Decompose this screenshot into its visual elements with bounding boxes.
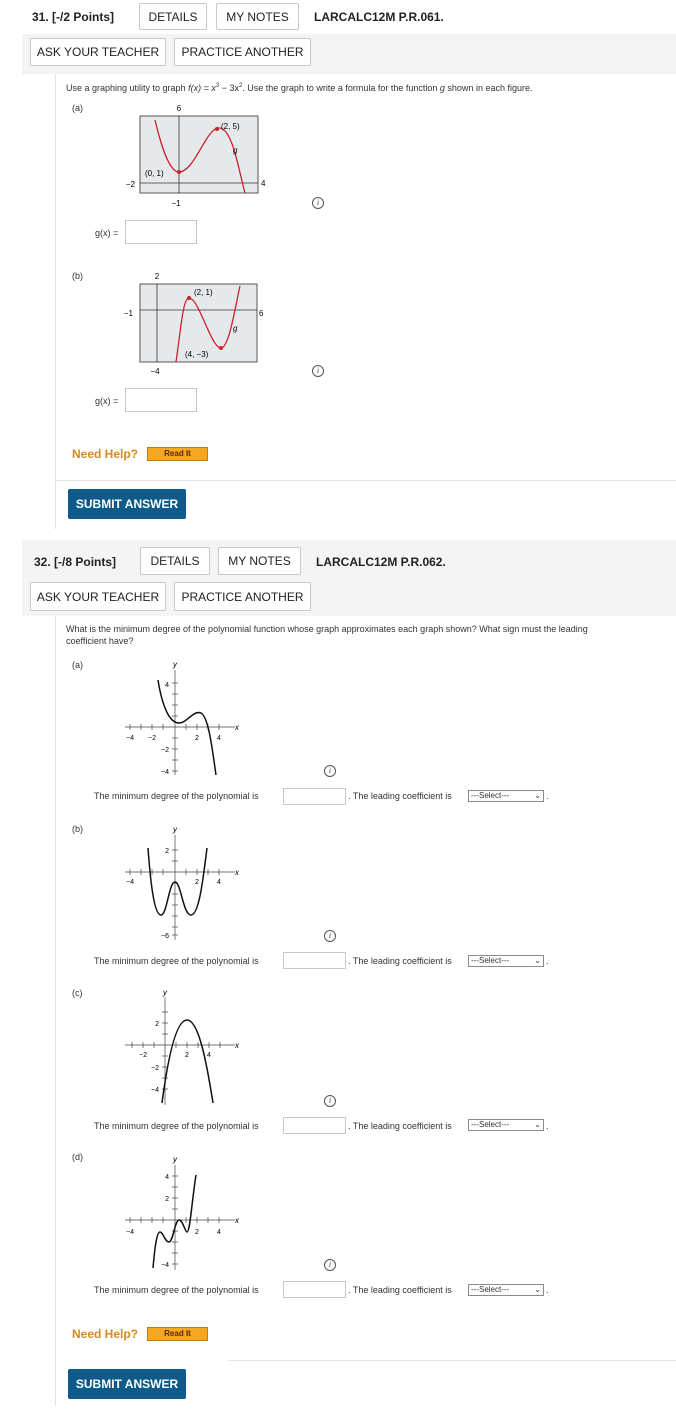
q32-submit-button[interactable]: SUBMIT ANSWER <box>68 1369 186 1399</box>
q32c-ylabel-2: −4 <box>151 1087 159 1094</box>
q32c-degree-text: The minimum degree of the polynomial is <box>94 1121 259 1131</box>
q31-practice-button[interactable] <box>174 38 311 66</box>
q32-graph-a <box>115 655 250 780</box>
q31-points: [-/2 Points] <box>52 10 115 24</box>
q32a-xlabel-2: 2 <box>195 735 199 742</box>
q31-part-a-label: (a) <box>72 103 83 113</box>
q32-part-a-label: (a) <box>72 660 83 670</box>
q32c-lead-text: . The leading coefficient is <box>348 1121 452 1131</box>
graph-a-point2 <box>215 127 219 131</box>
q32b-degree-text: The minimum degree of the polynomial is <box>94 956 259 966</box>
q32a-select-text: ---Select--- <box>471 791 510 800</box>
q31-details-button[interactable] <box>139 3 207 30</box>
graph-a-point2-label: (2, 5) <box>221 122 240 131</box>
graph-b-point2-label: (4, −3) <box>185 350 209 359</box>
graph-a-point1-label: (0, 1) <box>145 169 164 178</box>
q32-need-help: Need Help? <box>72 1327 139 1341</box>
q32d-degree-input[interactable] <box>283 1281 346 1298</box>
q32-graph-d <box>115 1150 250 1275</box>
q32b-ylabel-0: 2 <box>165 848 169 855</box>
q31-ask-teacher-button[interactable] <box>30 38 166 66</box>
q32c-degree-input[interactable] <box>283 1117 346 1134</box>
q32a-ylabel-2: −4 <box>161 769 169 776</box>
q32c-ticks <box>132 1012 220 1089</box>
q32-part-b-label: (b) <box>72 824 83 834</box>
q32b-xlabel-1: 2 <box>195 879 199 886</box>
q31-notes-label: MY NOTES <box>226 9 289 24</box>
q32d-degree-text: The minimum degree of the polynomial is <box>94 1285 259 1295</box>
q32-graph-c <box>115 985 250 1110</box>
graph-a-ybottom: −1 <box>171 199 181 208</box>
graph-b-point1-label: (2, 1) <box>194 288 213 297</box>
q32d-select-text: ---Select--- <box>471 1285 510 1294</box>
q32d-lead-text: . The leading coefficient is <box>348 1285 452 1295</box>
graph-a-curve-label: g <box>233 146 238 155</box>
graph-a-xleft: −2 <box>125 180 135 189</box>
q31-graph-b <box>115 268 275 380</box>
q31-code: LARCALC12M P.R.061. <box>314 10 444 24</box>
q32-part-d-label: (d) <box>72 1152 83 1162</box>
q32a-xlabel-3: 4 <box>217 735 221 742</box>
q31-ask-label: ASK YOUR TEACHER <box>36 45 160 59</box>
q32d-xlabel-2: 4 <box>217 1229 221 1236</box>
q32-number-text: 32. <box>34 555 51 569</box>
chevron-down-icon: ⌄ <box>534 791 541 800</box>
q32c-xlabel-1: 2 <box>185 1052 189 1059</box>
q32-part-c-label: (c) <box>72 988 83 998</box>
q31b-gx-label: g(x) = <box>95 396 119 406</box>
q32c-lead-select[interactable] <box>468 1119 544 1131</box>
chevron-down-icon: ⌄ <box>534 1285 541 1294</box>
q32c-ylabel-0: 2 <box>155 1021 159 1028</box>
q32d-period: . <box>546 1285 549 1295</box>
q32d-xlabel-0: −4 <box>126 1229 134 1236</box>
graph-a-frame <box>140 116 258 193</box>
q32b-lead-select[interactable] <box>468 955 544 967</box>
q32b-period: . <box>546 956 549 966</box>
graph-b-point2 <box>219 346 223 350</box>
q31b-answer-input[interactable] <box>125 388 197 412</box>
q32d-curve <box>153 1175 196 1268</box>
q32a-xlabel-0: −4 <box>126 735 134 742</box>
graph-b-xleft: −1 <box>123 309 133 318</box>
graph-a-point1 <box>177 170 181 174</box>
q32d-ylabel-1: 2 <box>165 1196 169 1203</box>
info-icon[interactable]: i <box>324 765 336 777</box>
q31-part-b-label: (b) <box>72 271 83 281</box>
q32b-degree-input[interactable] <box>283 952 346 969</box>
q32a-curve <box>158 680 216 775</box>
q31a-answer-input[interactable] <box>125 220 197 244</box>
graph-b-xright: 6 <box>259 309 264 318</box>
graph-b-ybottom: −4 <box>150 367 160 376</box>
q32b-xlabel-0: −4 <box>126 879 134 886</box>
q32-read-it-button[interactable]: Read It <box>147 1327 208 1341</box>
q32d-xlabel-1: 2 <box>195 1229 199 1236</box>
graph-a-xright: 4 <box>261 179 266 188</box>
q32d-lead-select[interactable] <box>468 1284 544 1296</box>
q32c-axis-x-label: x <box>235 1041 239 1050</box>
q32-graph-b <box>115 820 250 945</box>
q32-left-rule <box>55 616 56 1406</box>
graph-b-curve-label: g <box>233 324 238 333</box>
chevron-down-icon: ⌄ <box>534 1120 541 1129</box>
q31-notes-button[interactable] <box>216 3 299 30</box>
q32c-ylabel-1: −2 <box>151 1065 159 1072</box>
q31a-gx-label: g(x) = <box>95 228 119 238</box>
q32b-lead-text: . The leading coefficient is <box>348 956 452 966</box>
q32b-axis-x-label: x <box>235 868 239 877</box>
q32a-degree-text: The minimum degree of the polynomial is <box>94 791 259 801</box>
info-icon[interactable]: i <box>324 1259 336 1271</box>
q32-number <box>34 555 116 569</box>
q32a-xlabel-1: −2 <box>148 735 156 742</box>
q32-notes-button[interactable] <box>218 547 301 575</box>
q32c-period: . <box>546 1121 549 1131</box>
q32-ask-teacher-button[interactable] <box>30 582 166 611</box>
q32c-xlabel-2: 4 <box>207 1052 211 1059</box>
q32a-lead-text: . The leading coefficient is <box>348 791 452 801</box>
q32-prompt-line1: What is the minimum degree of the polynomial function whose graph approximates each graph shown? What sign must the leading <box>66 624 588 634</box>
q32-details-label: DETAILS <box>150 554 200 568</box>
q32b-xlabel-2: 4 <box>217 879 221 886</box>
q32-points: [-/8 Points] <box>54 555 117 569</box>
q32c-select-text: ---Select--- <box>471 1120 510 1129</box>
info-icon[interactable]: i <box>312 197 324 209</box>
q32a-ylabel-1: −2 <box>161 747 169 754</box>
q32a-lead-select[interactable] <box>468 790 544 802</box>
q32b-axis-y-label: y <box>173 825 177 834</box>
q32-submit-rule <box>228 1360 676 1361</box>
graph-a-ytop: 6 <box>176 104 182 113</box>
graph-b-ytop: 2 <box>154 272 160 281</box>
q32a-degree-input[interactable] <box>283 788 346 805</box>
q32-prompt-line2: coefficient have? <box>66 636 134 646</box>
q32-notes-label: MY NOTES <box>228 554 291 568</box>
q32c-xlabel-0: −2 <box>139 1052 147 1059</box>
q32-prompt <box>66 623 588 647</box>
q32b-ylabel-1: −6 <box>161 933 169 940</box>
q31-number <box>32 10 114 24</box>
q32a-ylabel-0: 4 <box>165 682 169 689</box>
info-icon[interactable]: i <box>324 1095 336 1107</box>
q32a-axis-x-label: x <box>235 723 239 732</box>
q32d-axis-y-label: y <box>173 1155 177 1164</box>
q31-graph-a <box>115 100 275 215</box>
graph-b-point1 <box>187 296 191 300</box>
q31-left-rule <box>55 74 56 529</box>
q32c-axis-y-label: y <box>163 988 167 997</box>
q32a-period: . <box>546 791 549 801</box>
q31-practice-label: PRACTICE ANOTHER <box>181 45 304 59</box>
q32d-axis-x-label: x <box>235 1216 239 1225</box>
q31-need-help: Need Help? <box>72 447 139 461</box>
q32-details-button[interactable] <box>140 547 210 575</box>
info-icon[interactable]: i <box>324 930 336 942</box>
chevron-down-icon: ⌄ <box>534 956 541 965</box>
q32d-ylabel-2: −4 <box>161 1262 169 1269</box>
info-icon[interactable]: i <box>312 365 324 377</box>
q32-ask-label: ASK YOUR TEACHER <box>36 589 160 604</box>
q31-submit-button[interactable]: SUBMIT ANSWER <box>68 489 186 519</box>
q32-practice-label: PRACTICE ANOTHER <box>181 589 304 604</box>
q31-prompt: Use a graphing utility to graph $f(x) = x^3 - 3x^2$. Use the graph to write a formula for the function g shown in each figure. <box>66 83 533 93</box>
q32a-axis-y-label: y <box>173 660 177 669</box>
q32-practice-button[interactable] <box>174 582 311 611</box>
q31-number-text: 31. <box>32 10 49 24</box>
q31-details-label: DETAILS <box>148 9 198 24</box>
q31-read-it-button[interactable]: Read It <box>147 447 208 461</box>
q31-submit-rule <box>55 480 676 481</box>
q32b-select-text: ---Select--- <box>471 956 510 965</box>
q32-code: LARCALC12M P.R.062. <box>316 555 446 569</box>
q32d-ylabel-0: 4 <box>165 1174 169 1181</box>
q32c-curve <box>162 1020 213 1103</box>
